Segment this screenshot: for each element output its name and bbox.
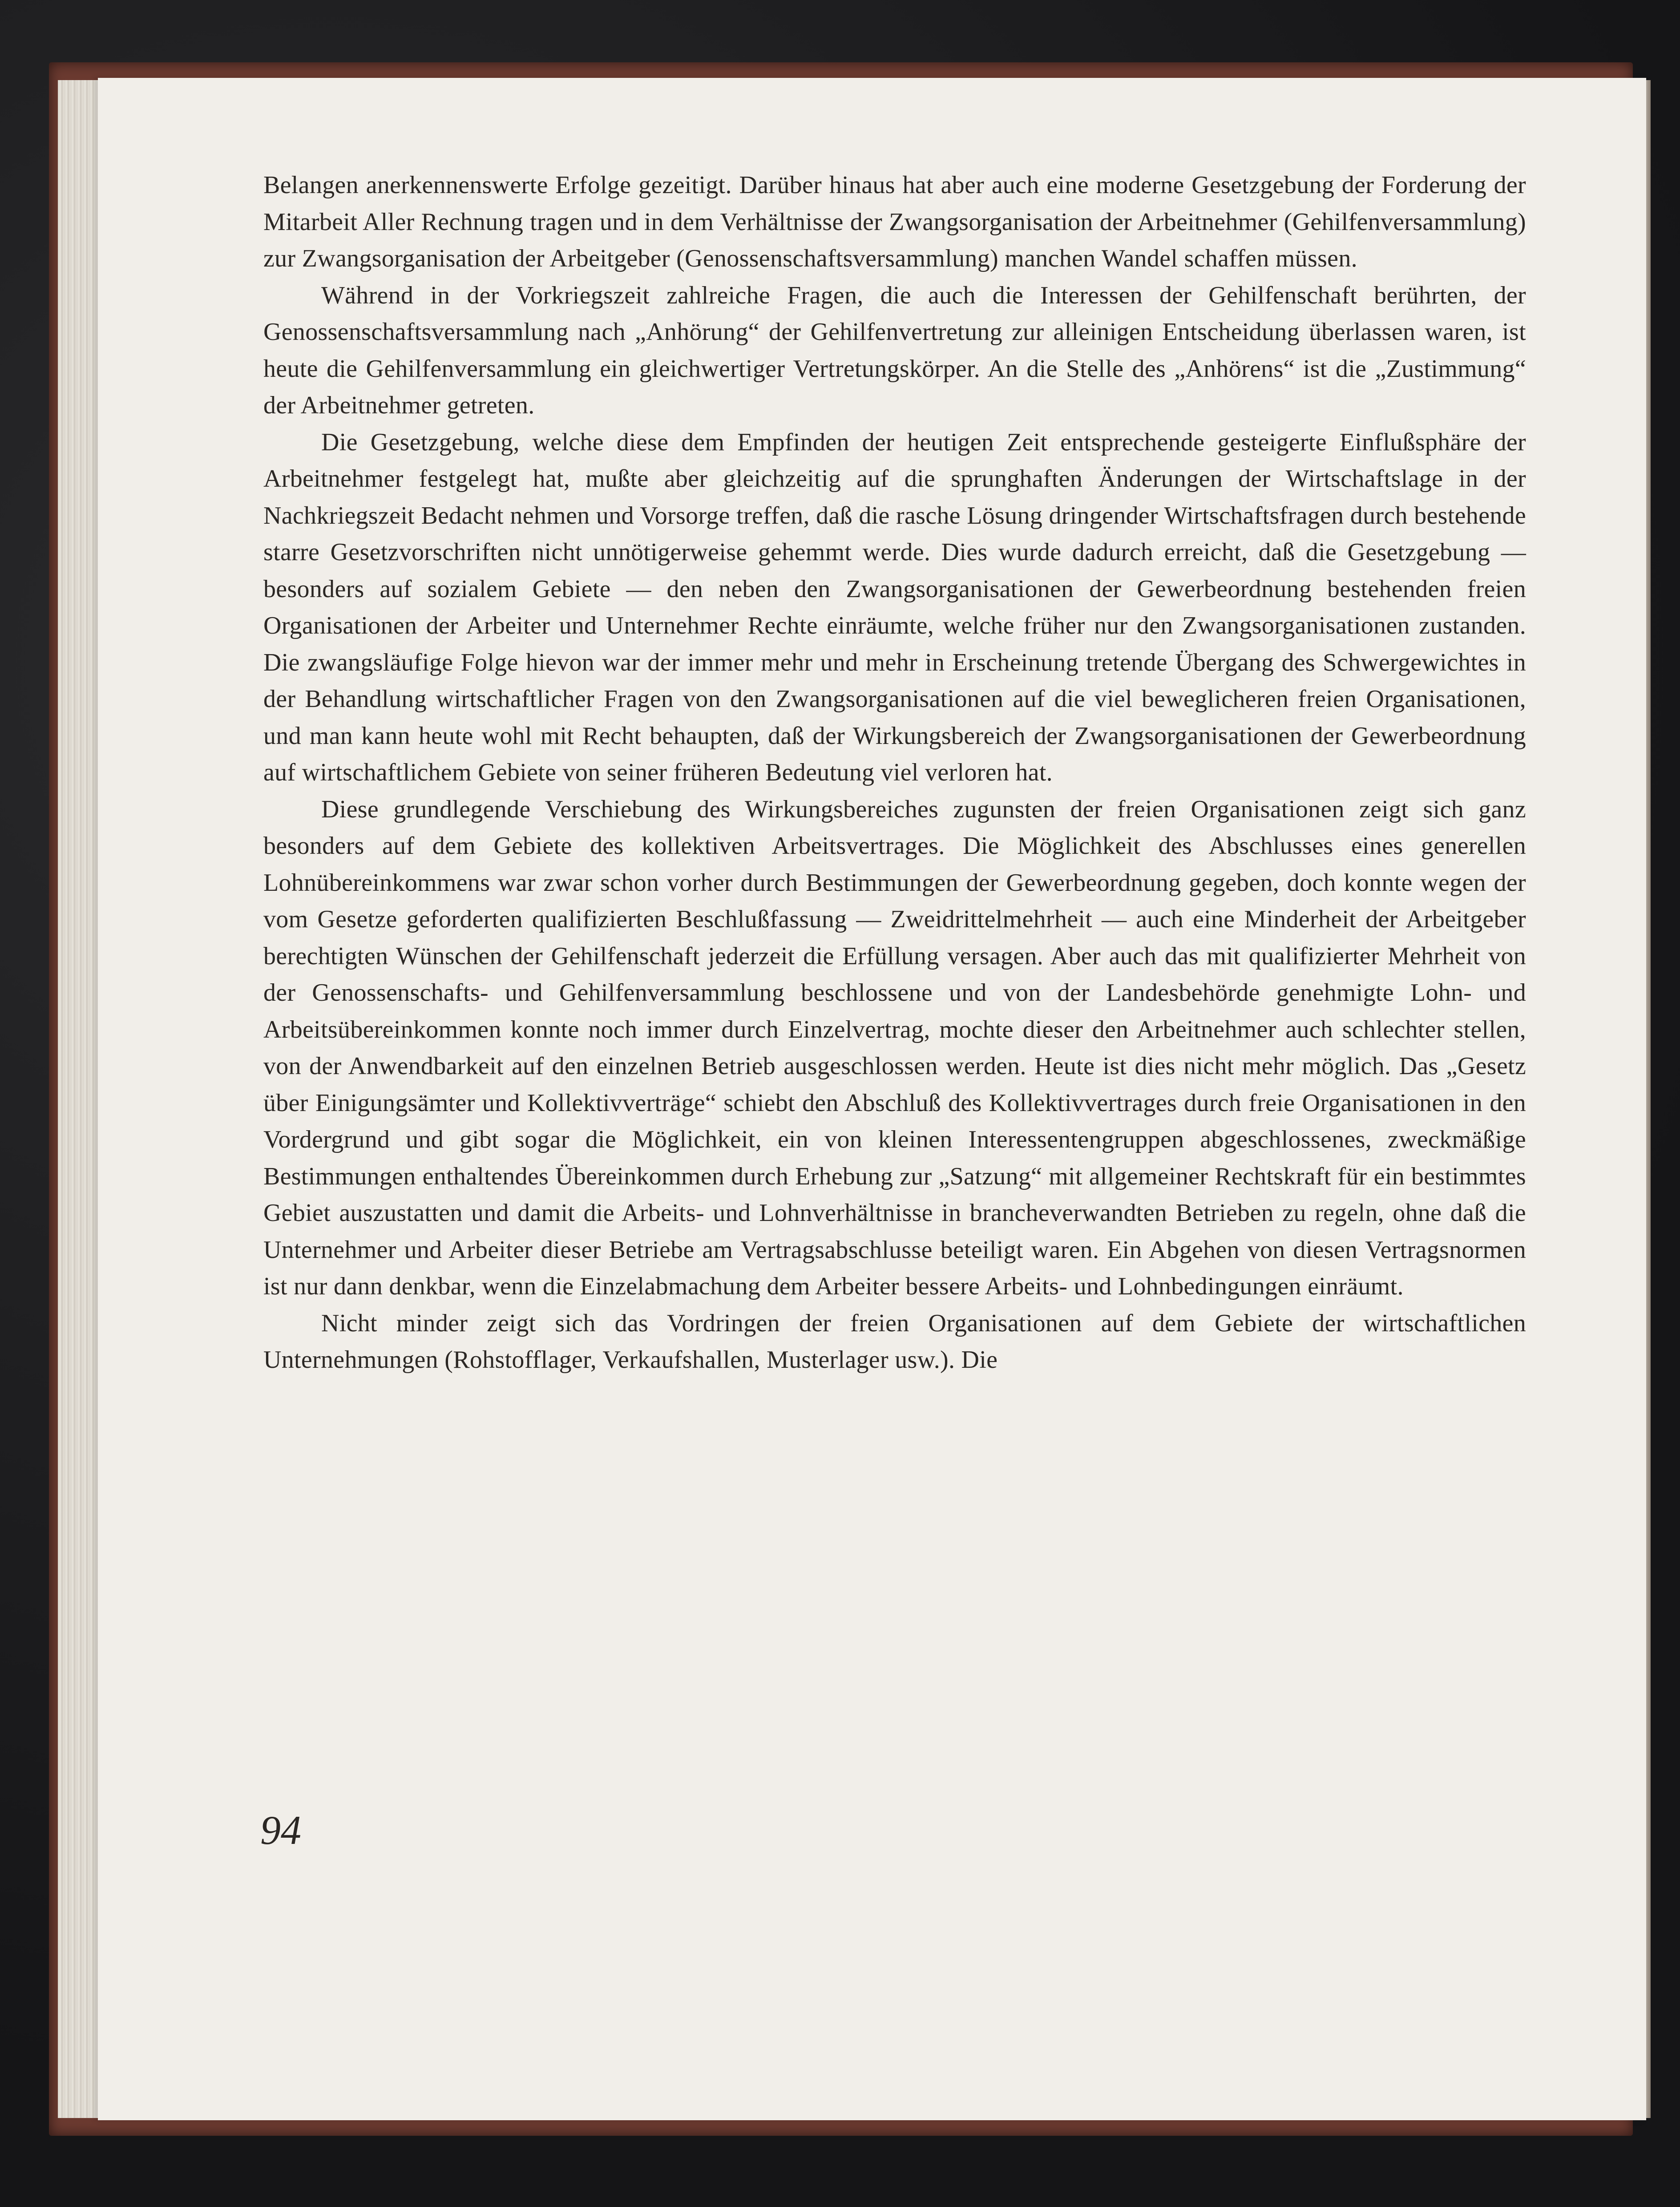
paragraph: Die Gesetzgebung, welche diese dem Empfinden der heutigen Zeit entsprechende gesteigerte Einflußsphäre der Arbeitnehmer festgelegt hat, mußte aber gleichzeitig auf die sprunghaften Änderungen der Wirtschaftslage in der Nachkriegszeit Bedacht nehmen und Vorsorge treffen, daß die rasche Lösung dringender Wirtschaftsfragen durch bestehende starre Gesetzvorschriften nicht unnötigerweise gehemmt werde. Dies wurde dadurch erreicht, daß die Gesetzgebung — besonders auf sozialem Gebiete — den neben den Zwangsorganisationen der Gewerbeordnung bestehenden freien Organisationen der Arbeiter und Unternehmer Rechte einräumte, welche früher nur den Zwangsorganisationen zustanden. Die zwangsläufige Folge hievon war der immer mehr und mehr in Erscheinung tretende Übergang des Schwergewichtes in der Behandlung wirtschaftlicher Fragen von den Zwangsorganisationen auf die viel beweglicheren freien Organisationen, und man kann heute wohl mit Recht behaupten, daß der Wirkungsbereich der Zwangsorganisationen der Gewerbeordnung auf wirtschaftlichem Gebiete von seiner früheren Bedeutung viel verloren hat.: [263, 428, 1526, 786]
page-number: 94: [260, 1807, 301, 1853]
paragraph: Nicht minder zeigt sich das Vordringen der freien Organisationen auf dem Gebiete der wirtschaftlichen Unternehmungen (Rohstofflager, Verkaufshallen, Musterlager usw.). Die: [263, 1309, 1526, 1374]
paragraph: Während in der Vorkriegszeit zahlreiche Fragen, die auch die Interessen der Gehilfenschaft berührten, der Genossenschaftsversammlung nach „Anhörung“ der Gehilfenvertretung zur alleinigen Entscheidung überlassen waren, ist heute die Gehilfenversammlung ein gleichwertiger Vertretungskörper. An die Stelle des „Anhörens“ ist die „Zustimmung“ der Arbeitnehmer getreten.: [263, 281, 1526, 419]
paragraph: Diese grundlegende Verschiebung des Wirkungsbereiches zugunsten der freien Organisationen zeigt sich ganz besonders auf dem Gebiete des kollektiven Arbeitsvertrages. Die Möglichkeit des Abschlusses eines generellen Lohnübereinkommens war zwar schon vorher durch Bestimmungen der Gewerbeordnung gegeben, doch konnte wegen der vom Gesetze geforderten qualifizierten Beschlußfassung — Zweidrittelmehrheit — auch eine Minderheit der Arbeitgeber berechtigten Wünschen der Gehilfenschaft jederzeit die Erfüllung versagen. Aber auch das mit qualifizierter Mehrheit von der Genossenschafts- und Gehilfenversammlung beschlossene und von der Landesbehörde genehmigte Lohn- und Arbeitsübereinkommen konnte noch immer durch Einzelvertrag, mochte dieser den Arbeitnehmer auch schlechter stellen, von der Anwendbarkeit auf den einzelnen Betrieb ausgeschlossen werden. Heute ist dies nicht mehr möglich. Das „Gesetz über Einigungsämter und Kollektivverträge“ schiebt den Abschluß des Kollektivvertrages durch freie Organisationen in den Vordergrund und gibt sogar die Möglichkeit, ein von kleinen Interessentengruppen abgeschlossenes, zweckmäßige Bestimmungen enthaltendes Übereinkommen durch Erhebung zur „Satzung“ mit allgemeiner Rechtskraft für ein bestimmtes Gebiet auszustatten und damit die Arbeits- und Lohnverhältnisse in brancheverwandten Betrieben zu regeln, ohne daß die Unternehmer und Arbeiter dieser Betriebe am Vertragsabschlusse beteiligt waren. Ein Abgehen von diesen Vertragsnormen ist nur dann denkbar, wenn die Einzelabmachung dem Arbeiter bessere Arbeits- und Lohnbedingungen einräumt.: [263, 795, 1526, 1300]
body-text: [263, 167, 1526, 1378]
paragraph: Belangen anerkennenswerte Erfolge gezeitigt. Darüber hinaus hat aber auch eine moderne Gesetzgebung der Forderung der Mitarbeit Aller Rechnung tragen und in dem Verhältnisse der Zwangsorganisation der Arbeitnehmer (Gehilfenversammlung) zur Zwangsorganisation der Arbeitgeber (Genossenschaftsversammlung) manchen Wandel schaffen müssen.: [263, 171, 1526, 272]
